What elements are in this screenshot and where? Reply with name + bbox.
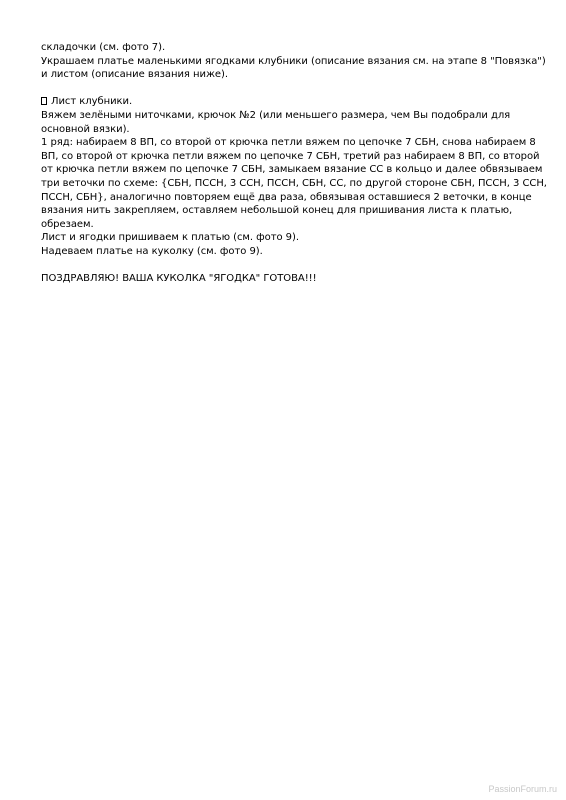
text-line: вязания нить закрепляем, оставляем небольшой конец для пришивания листа к платью, — [41, 205, 513, 217]
watermark: PassionForum.ru — [488, 784, 557, 794]
document-body — [41, 41, 547, 286]
text-line: от крючка петли вяжем по цепочке 7 СБН, замыкаем вязание СС в кольцо и далее обвязываем — [41, 164, 543, 176]
text-line: Украшаем платье маленькими ягодками клубники (описание вязания см. на этапе 8 "Повязка") — [41, 55, 546, 67]
leaf-heading-text: Лист клубники. — [51, 96, 133, 108]
bullet-box-icon — [41, 97, 47, 105]
paragraph-gap — [41, 259, 541, 273]
paragraph-gap — [41, 82, 541, 96]
text-line: основной вязки). — [41, 123, 130, 135]
text-line: Вяжем зелёными ниточками, крючок №2 (или меньшего размера, чем Вы подобрали для — [41, 109, 511, 121]
text-line: три веточки по схеме: {СБН, ПССН, 3 ССН, ПССН, СБН, СС, по другой стороне СБН, ПССН, 3 ССН, — [41, 177, 547, 189]
text-line: 1 ряд: набираем 8 ВП, со второй от крючка петли вяжем по цепочке 7 СБН, снова набираем 8 — [41, 137, 536, 149]
section-heading-leaf — [41, 95, 541, 109]
text-line: Лист и ягодки пришиваем к платью (см. фото 9). — [41, 232, 299, 244]
text-line: обрезаем. — [41, 218, 94, 230]
text-line: ПССН, СБН}, аналогично повторяем ещё два раза, обвязывая оставшиеся 2 веточки, в конце — [41, 191, 532, 203]
text-line: Надеваем платье на куколку (см. фото 9). — [41, 245, 263, 257]
text-line: и листом (описание вязания ниже). — [41, 69, 228, 81]
final-congratulation: ПОЗДРАВЛЯЮ! ВАША КУКОЛКА "ЯГОДКА" ГОТОВА!!! — [41, 273, 317, 285]
text-line: ВП, со второй от крючка петли вяжем по цепочке 7 СБН, третий раз набираем 8 ВП, со второй — [41, 150, 540, 162]
text-line: складочки (см. фото 7). — [41, 42, 166, 53]
